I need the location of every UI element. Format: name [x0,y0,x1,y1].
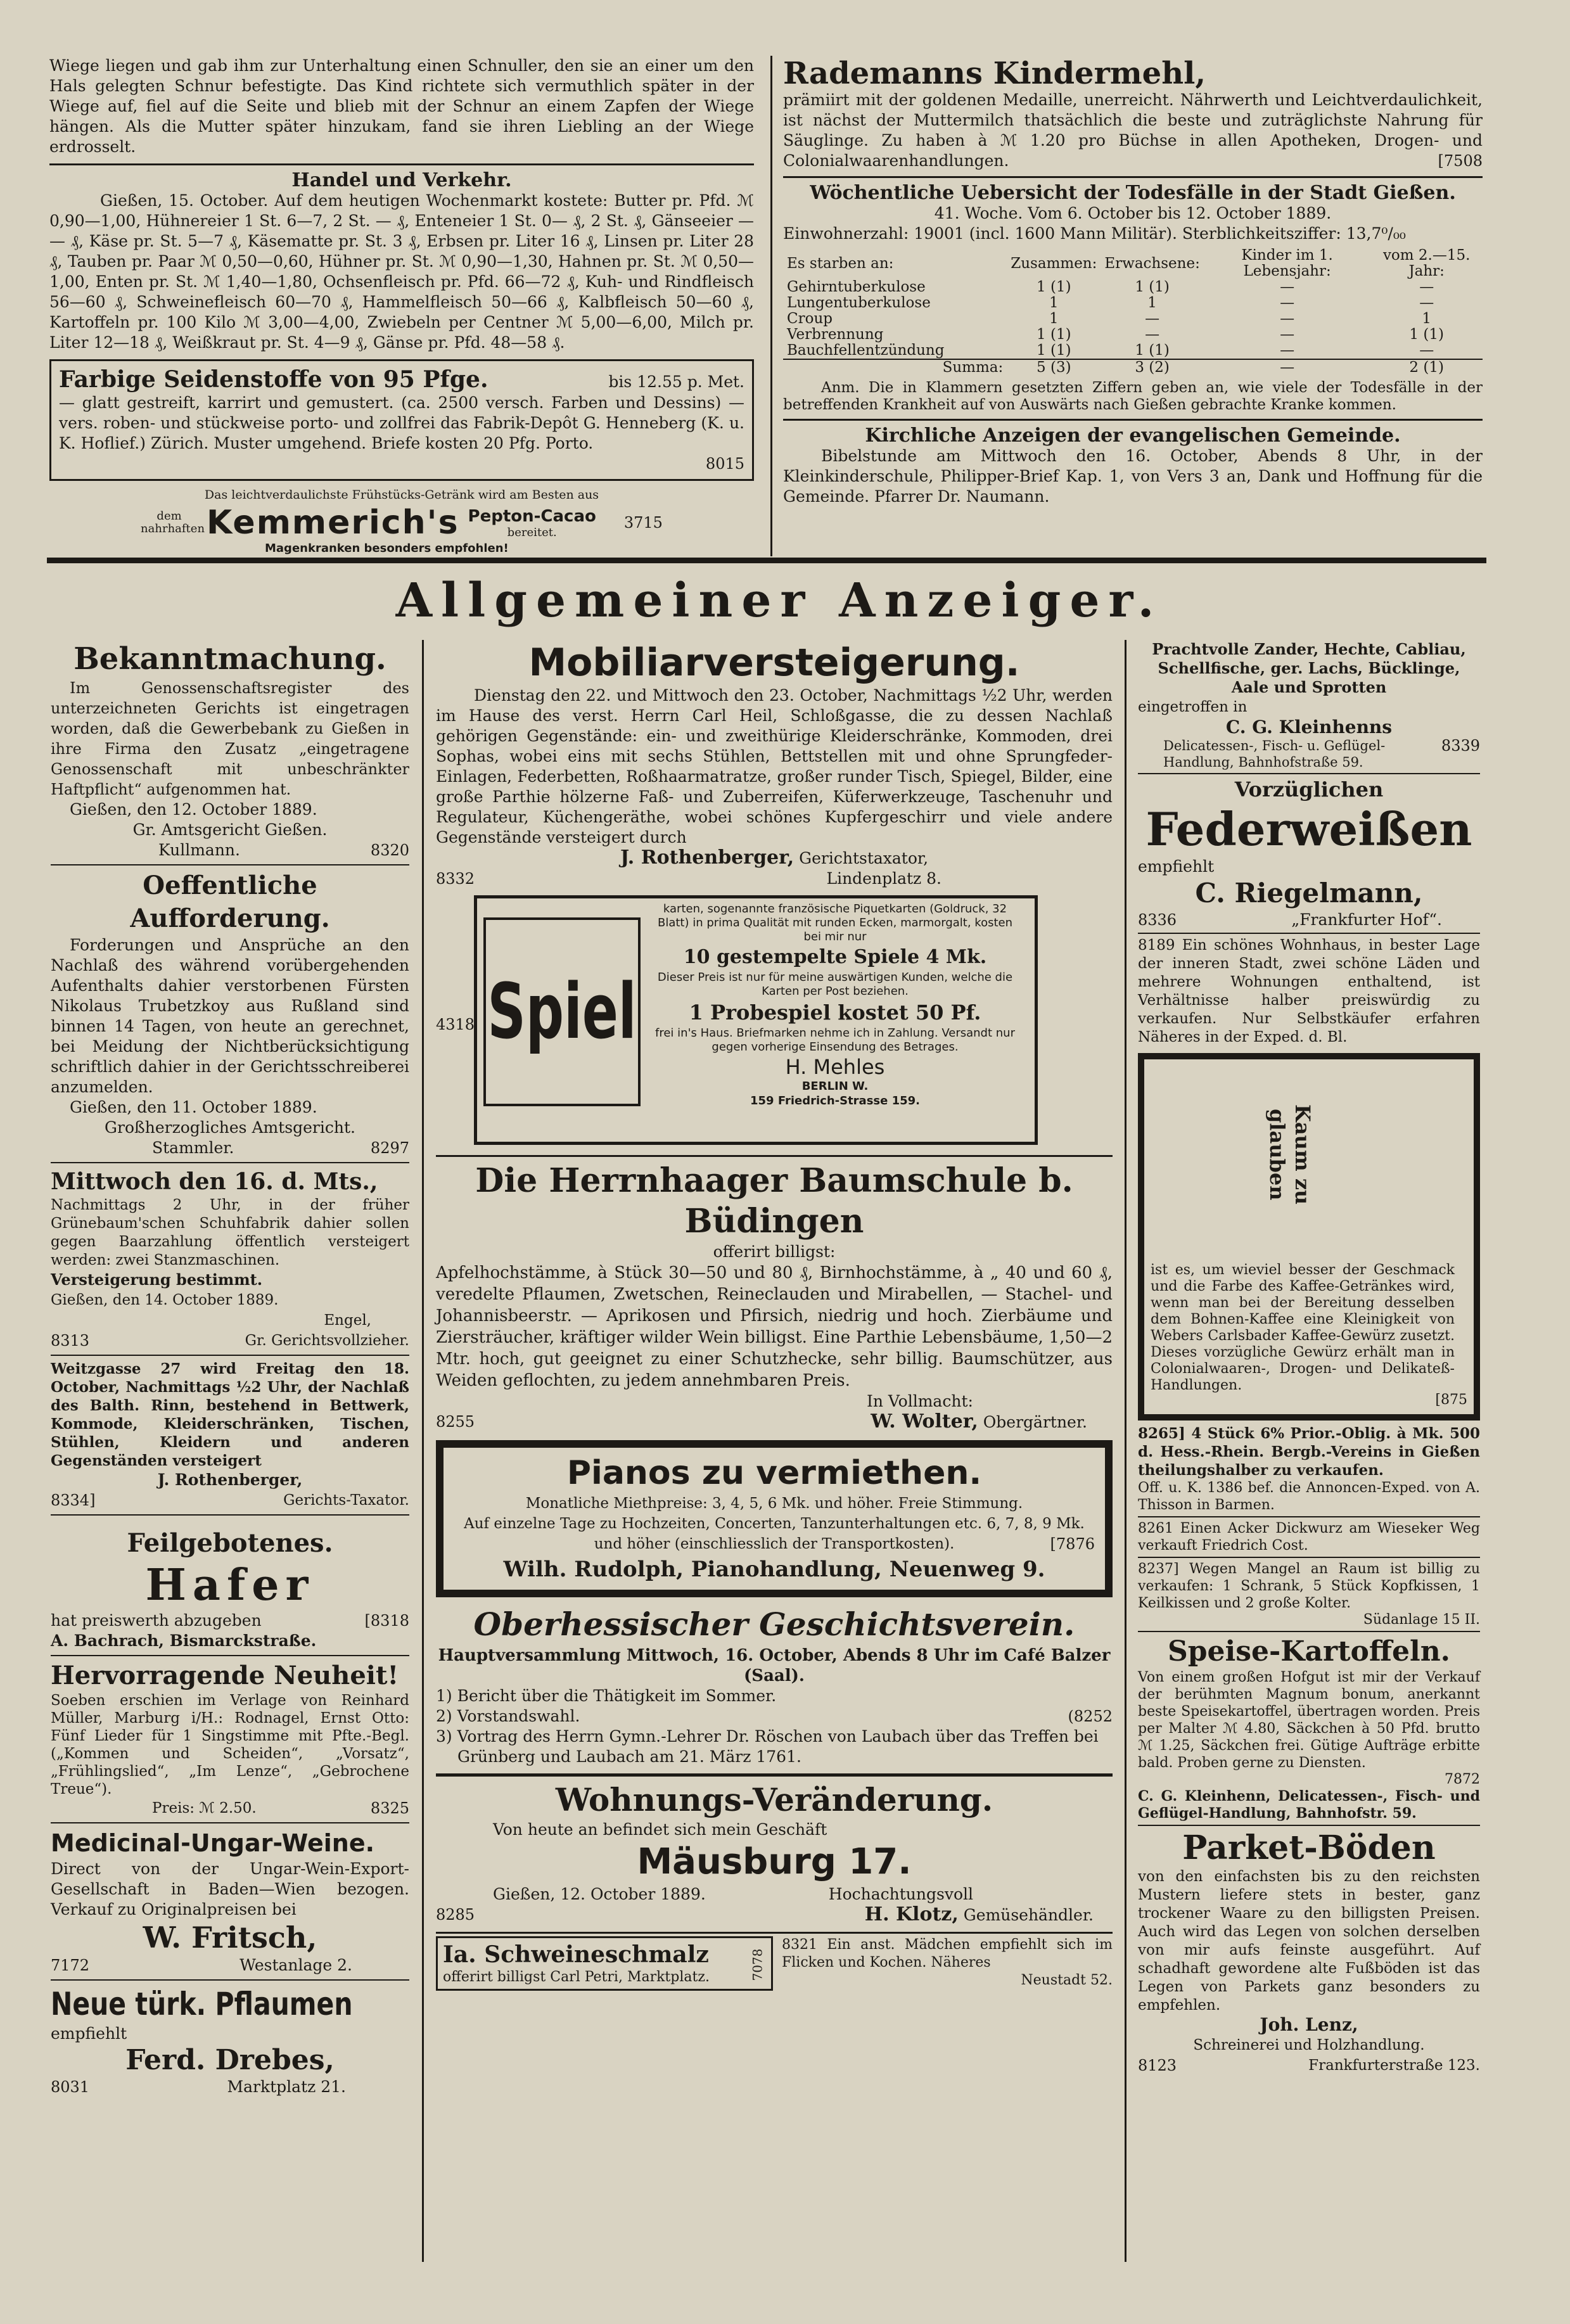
right-column [1138,640,1480,2076]
table-cell: Verbrennung [787,326,884,343]
feder-name: C. Riegelmann, [1195,878,1423,909]
market-heading: Handel und Verkehr. [291,169,512,191]
pflau-address: Marktplatz 21. [227,2078,346,2096]
silk-ad [49,359,754,481]
baum-text: Apfelhochstämme, à Stück 30—50 und 80 ₰, Birnhochstämme, à „ 40 und 60 ₰, veredelte Pflaumen, Zwetschen, Reineclauden und Mirabellen, — Stachel- und Johannisbeerstr. — Aprikosen und Pfirsich, niedrig und hoch. Zierbäume und Ziersträucher, kräftiger wilder Wein billigst. Eine Parthie Lebensbäume, 1,50—2 Mtr. hoch, gut geeignet zu einer Schutzhecke, sehr billig. Baumschützer, aus Weiden geflochten, zu jedem annehmbaren Preis. [436,1263,1113,1390]
table-cell: 1 (1) [1037,326,1071,343]
baum-name: W. Wolter, [871,1410,978,1433]
kart-number: 7872 [1445,1772,1480,1787]
divider [1138,933,1480,934]
schmalz-number: 7078 [750,1948,765,1981]
table-row [783,295,1483,311]
verein-heading: Oberhessischer Geschichtsverein. [473,1606,1075,1643]
deaths-heading: Wöchentliche Uebersicht der Todesfälle in der Stadt Gießen. [810,182,1456,204]
neu-price: Preis: ℳ 2.50. [152,1800,257,1816]
wein-text: Direct von der Ungar-Wein-Export-Gesellschaft in Baden—Wien bezogen. Verkauf zu Originalpreisen bei [51,1860,409,1919]
kemmerich-pre: dem nahrhaften [141,509,205,535]
weitz-text: Weitzgasse 27 wird Freitag den 18. October, Nachmittags ½2 Uhr, der Nachlaß des Balth. Rinn, bestehend in Bettwerk, Kommode, Kleiderschränken, Tischen, Stühlen, Kleidern und anderen Gegenständen versteigert [51,1360,409,1469]
mob-name: J. Rothenberger, [620,846,795,869]
kemmerich-product: Pepton-Cacao [468,506,596,526]
divider [783,419,1483,421]
column-header: Es starben an: [787,255,894,272]
pflau-recommend: empfiehlt [51,2024,127,2043]
column-divider [1125,640,1126,2262]
parkett-text: von den einfachsten bis zu den reichsten Mustern liefere stets in bester, ganz trockener Waare zu den billigsten Preisen. Auch wird das Legen von solchen derselben von mir aufs feinste ausgeführt. Auf schadhaft gewordene alte Fußböden ist das Legen von Parkets ganz besonders zu empfehlen. [1138,1868,1480,2014]
mob-number: 8332 [436,870,475,888]
auff-heading: Oeffentliche Aufforderung. [130,871,330,933]
mob-text: Dienstag den 22. und Mittwoch den 23. October, Nachmittags ½2 Uhr, werden im Hause des verst. Herrn Carl Heil, Schloßgasse, die zu dessen Nachlaß gehörigen Gegenstände: ein- und zweithürige Kleiderschränke, Kommoden, drei Sophas, wobei eins mit sechs Stühlen, Bettstellen mit und ohne Sprungfeder-Einlagen, Federbetten, Roßhaarmatratze, großer runder Tisch, Spiegel, Bilder, eine große Parthie hölzerne Faß- und Zuberreifen, Küferwerkzeuge, Taschenuhr und Regulateur, Küchengeräthe, wobei schönes Kupfergeschirr und viele andere Gegenstände versteigert durch [436,686,1113,846]
spiel-ad [436,895,1113,1155]
weitz-number: 8334] [51,1491,96,1509]
rademann-heading: Rademanns Kindermehl, [783,56,1206,91]
table-cell: 2 (1) [1409,359,1444,376]
maedchen-address: Neustadt 52. [1021,1972,1113,1988]
divider [783,176,1483,178]
divider [1138,773,1480,774]
table-cell: 1 [1422,310,1431,327]
spiel-text-1: karten, sogenannte französische Piquetkarten (Goldruck, 32 Blatt) in prima Qualität mit runden Ecken, marmorgalt, kosten bei mir nur [657,902,1013,943]
kemmerich-ad [49,487,754,557]
parkett-heading: Parket-Böden [1182,1829,1436,1867]
kart-heading: Speise-Kartoffeln. [1167,1635,1450,1668]
weitz-role: Gerichts-Taxator. [283,1492,409,1509]
verein-item: 2) Vorstandswahl. [436,1707,580,1725]
feil-heading: Feilgebotenes. [127,1528,333,1558]
divider [51,1655,409,1656]
hafer-text: hat preiswerth abzugeben [51,1611,262,1630]
bek-number: 8320 [370,841,409,859]
divider [51,1514,409,1516]
church-heading: Kirchliche Anzeigen der evangelischen Gemeinde. [865,425,1401,447]
raum-text: 8237] Wegen Mangel an Raum ist billig zu verkaufen: 1 Schrank, 5 Stück Kopfkissen, 1 Keilkissen und 2 große Kolter. [1138,1561,1480,1611]
baum-number: 8255 [436,1413,475,1431]
schmalz-ad [436,1936,773,1991]
baum-role: Obergärtner. [983,1413,1087,1431]
baum-sign: In Vollmacht: [867,1392,973,1410]
pianos-text-1: Monatliche Miethpreise: 3, 4, 5, 6 Mk. und höher. Freie Stimmung. [525,1495,1023,1512]
kart-text: Von einem großen Hofgut ist mir der Verkauf der berühmten Magnum bonum, anerkannt beste Speisekartoffel, übertragen worden. Preis per Malter ℳ 4.80, Säckchen à 50 Pfd. brutto ℳ 1.25, Säckchen frei. Gütige Aufträge erbitte bald. Proben gerne zu Diensten. [1138,1670,1480,1771]
feder-pre: Vorzüglichen [1234,777,1384,801]
mob-address: Lindenplatz 8. [826,869,941,888]
prior-sub: Off. u. K. 1386 bef. die Annoncen-Exped. von A. Thisson in Barmen. [1138,1480,1480,1513]
kemmerich-prepared: bereitet. [507,525,557,539]
wohn-heading: Wohnungs-Veränderung. [555,1781,993,1818]
divider [51,1162,409,1163]
deaths-population: Einwohnerzahl: 19001 (incl. 1600 Mann Militär). Sterblichkeitsziffer: 13,7⁰/₀₀ [783,224,1406,243]
spiel-text-3: frei in's Haus. Briefmarken nehme ich in Zahlung. Versandt nur gegen vorherige Einsendung des Betrages. [655,1026,1015,1054]
wies-text: 8261 Einen Acker Dickwurz am Wieseker Weg verkauft Friedrich Cost. [1138,1521,1480,1554]
spiel-content [648,902,1022,1109]
table-cell: Bauchfellentzündung [787,342,945,359]
column-divider [770,56,772,556]
table-cell: 1 (1) [1037,342,1071,359]
feder-number: 8336 [1138,911,1177,929]
fisch-arrived: eingetroffen in [1138,699,1248,715]
masthead: Allgemeiner Anzeiger. [395,573,1163,628]
table-row [783,343,1483,359]
wohn-name: H. Klotz, [864,1903,959,1925]
bek-date: Gießen, den 12. October 1889. [70,800,317,819]
fisch-name: C. G. Kleinhenns [1225,717,1393,737]
neu-text: Soeben erschien im Verlage von Reinhard Müller, Marburg i/H.: Rodnagel, Ernst Otto: Fünf Lieder für 1 Singstimme mit Pfte.-Begl. („Kommen und Scheiden“, „Vorsatz“, „Frühlingslied“, „Im Lenze“, „Gebrochene Treue“). [51,1692,409,1797]
divider [51,1822,409,1823]
table-cell: — [1145,326,1160,343]
weitz-name: J. Rothenberger, [157,1471,303,1489]
auff-number: 8297 [370,1139,409,1157]
parkett-role: Schreinerei und Holzhandlung. [1193,2037,1425,2053]
feder-recommend: empfiehlt [1138,857,1215,876]
hafer-name: A. Bachrach, Bismarckstraße. [51,1631,317,1650]
table-cell: 1 (1) [1037,279,1071,295]
baum-heading: Die Herrnhaager Baumschule b. Büdingen [475,1161,1073,1241]
fisch-text: Prachtvolle Zander, Hechte, Cabliau, Schellfische, ger. Lachs, Bücklinge, Aale und Sprotten [1152,640,1466,696]
divider [436,1155,1113,1157]
column-header: Erwachsene: [1104,255,1200,272]
prior-text: 8265] 4 Stück 6% Prior.-Oblig. à Mk. 500 d. Hess.-Rhein. Bergb.-Vereins in Gießen theilungshalber zu verkaufen. [1138,1425,1480,1479]
market-report: Gießen, 15. October. Auf dem heutigen Wochenmarkt kostete: Butter pr. Pfd. ℳ 0,90—1,00, Hühnereier 1 St. 6—7, 2 St. — ₰, Enteneier 1 St. 0— ₰, 2 St. ₰, Gänseeier — — ₰, Käse pr. St. 5—7 ₰, Käsematte pr. St. 3 ₰, Erbsen pr. Liter 16 ₰, Linsen pr. Liter 28 ₰, Tauben pr. Paar ℳ 0,50—0,60, Hühner pr. St. ℳ 0,90—1,30, Hahnen pr. St. ℳ 0,50—1,00, Enten pr. St. ℳ 1,40—1,80, Ochsenfleisch pr. Pfd. 66—72 ₰, Kuh- und Rindfleisch 56—60 ₰, Schweinefleisch 60—70 ₰, Hammelfleisch 50—66 ₰, Kalbfleisch 50—60 ₰, Kartoffeln pr. 100 Kilo ℳ 3,00—4,00, Zwiebeln per Centner ℳ 5,00—6,00, Milch pr. Liter 12—18 ₰, Weißkraut pr. St. 4—9 ₰, Gänse pr. Pfd. 48—58 ₰. [49,191,754,352]
table-cell: 1 [1049,295,1059,311]
wohn-number: 8285 [436,1906,475,1924]
wohn-role: Gemüsehändler. [963,1906,1094,1924]
wein-number: 7172 [51,1957,90,1974]
table-cell: 1 [1049,310,1059,327]
neu-number: 8325 [370,1799,409,1817]
spiel-number: 4318 [436,1016,475,1033]
fisch-number: 8339 [1441,737,1480,755]
divider [49,163,754,165]
table-cell: — [1280,326,1295,343]
silk-heading: Farbige Seidenstoffe von 95 Pfge. [59,366,488,393]
kemmerich-number: 3715 [623,514,663,532]
table-row [783,327,1483,343]
table-row [783,279,1483,295]
deaths-note: Anm. Die in Klammern gesetzten Ziffern geben an, wie viele der Todesfälle in der betreffenden Krankheit auf von Auswärts nach Gießen gebrachte Kranke kommen. [783,380,1483,413]
spiel-address: 159 Friedrich-Strasse 159. [750,1094,921,1108]
table-cell: Summa: [942,359,1004,376]
spiel-city: BERLIN W. [801,1080,869,1093]
kemmerich-sub: Magenkranken besonders empfohlen! [265,542,509,555]
auff-text: Forderungen und Ansprüche an den Nachlaß des während vorübergehenden Aufenthalts dahier verstorbenen Fürsten Nikolaus Trubetzkoy aus Rußland sind binnen 14 Tagen, von heute an gerechnet, bei Meidung der Nichtberücksichtigung schriftlich dahier in der Gerichtsschreiberei anzumelden. [51,936,409,1096]
column-header: Kinder im 1. Lebensjahr: [1241,247,1333,279]
middle-column [436,640,1113,1991]
auff-date: Gießen, den 11. October 1889. [70,1098,317,1116]
verein-item: 3) Vortrag des Herrn Gymn.-Lehrer Dr. Röschen von Laubach über das Treffen bei Grünberg und Laubach am 21. März 1761. [436,1727,1099,1766]
mitt-text: Nachmittags 2 Uhr, in der früher Grünebaum'schen Schuhfabrik dahier sollen gegen Baarzahlung öffentlich versteigert werden: zwei Stanzmaschinen. [51,1197,409,1268]
kaum-vertical: Kaum zu glauben [1265,1104,1315,1205]
mitt-sure: Versteigerung bestimmt. [51,1270,263,1289]
column-header: Zusammen: [1011,255,1097,272]
silk-price: bis 12.55 p. Met. [608,373,744,391]
kemmerich-intro: Das leichtverdaulichste Frühstücks-Getränk wird am Besten aus [204,488,599,502]
mitt-name: Engel, [324,1312,371,1329]
top-left-block [49,56,754,557]
spiel-box [483,917,641,1106]
table-cell: Lungentuberkulose [787,295,931,311]
table-cell: 1 (1) [1135,279,1170,295]
table-header-row [783,248,1483,279]
spiel-word: Spiel [487,967,637,1056]
table-cell: Croup [787,310,833,327]
table-cell: 3 (2) [1135,359,1170,376]
wein-heading: Medicinal-Ungar-Weine. [51,1829,375,1857]
table-cell: 1 [1147,295,1157,311]
kemmerich-name: Kemmerich's [207,504,459,542]
wein-address: Westanlage 2. [239,1956,352,1974]
verein-item: 1) Bericht über die Thätigkeit im Sommer. [436,1687,777,1705]
divider [1138,1516,1480,1517]
table-cell: 1 (1) [1409,326,1444,343]
pflau-number: 8031 [51,2078,90,2096]
kaum-number: [875 [1435,1392,1467,1408]
table-sum-row [783,359,1483,376]
feder-address: „Frankfurter Hof“. [1291,910,1442,929]
rademann-text: prämiirt mit der goldenen Medaille, unerreicht. Nährwerth und Leichtverdaulichkeit, ist nächst der Muttermilch thatsächlich die beste und zuträglichste Nahrung für Säuglinge. Zu haben à ℳ 1.20 pro Büchse in allen Apotheken, Drogen- und Colonialwaarenhandlungen. [783,91,1483,170]
mitt-date: Gießen, den 14. October 1889. [51,1292,279,1308]
pflau-name: Ferd. Drebes, [125,2044,335,2076]
auff-name: Stammler. [152,1139,234,1157]
pianos-text-2: Auf einzelne Tage zu Hochzeiten, Concerten, Tanzunterhaltungen etc. 6, 7, 8, 9 Mk. und höher (einschliesslich der Transportkosten). [464,1516,1085,1552]
mob-heading: Mobiliarversteigerung. [528,641,1020,685]
mitt-number: 8313 [51,1332,90,1350]
pianos-number: [7876 [1050,1535,1095,1553]
divider [1138,1825,1480,1826]
fisch-sub: Delicatessen-, Fisch- u. Geflügel-Handlung, Bahnhofstraße 59. [1163,738,1386,770]
divider [1138,1631,1480,1632]
pflau-heading: Neue türk. Pflaumen [51,1986,353,2022]
table-cell: — [1280,342,1295,359]
bottom-ads [436,1932,1113,1991]
wohn-address: Mäusburg 17. [637,1841,912,1882]
mitt-heading: Mittwoch den 16. d. Mts., [51,1168,378,1195]
table-cell: 5 (3) [1037,359,1071,376]
news-story: Wiege liegen und gab ihm zur Unterhaltung einen Schnuller, den sie an einer um den Hals gelegten Schnur befestigte. Das Kind richtete sich vermuthlich später in der Wiege auf, fiel auf die Seite und blieb mit der Schnur an einem Zapfen der Wiege hängen. Als die Mutter später hinzukam, fand sie ihren Liebling an der Wiege erdrosselt. [49,56,754,156]
deaths-week: 41. Woche. Vom 6. October bis 12. October 1889. [934,204,1332,222]
table-cell: — [1419,295,1434,311]
section-rule [47,558,1486,563]
bek-text: Im Genossenschaftsregister des unterzeichneten Gerichts ist eingetragen worden, daß die Gewerbebank zu Gießen in ihre Firma den Zusatz „eingetragene Genossenschaft mit unbeschränkter Haftpflicht“ aufgenommen hat. [51,679,409,798]
mitt-role: Gr. Gerichtsvollzieher. [245,1332,409,1349]
spiel-offer-1: 10 gestempelte Spiele 4 Mk. [683,946,987,968]
church-text: Bibelstunde am Mittwoch den 16. October, Abends 8 Uhr, in der Kleinkinderschule, Philipper-Brief Kap. 1, von Vers 3 an, Dank und Hoffnung für die Gemeinde. Pfarrer Dr. Naumann. [783,447,1483,506]
bek-court: Gr. Amtsgericht Gießen. [132,820,328,839]
hafer-number: [8318 [364,1612,409,1630]
verein-number: (8252 [1068,1708,1113,1725]
parkett-number: 8123 [1138,2057,1177,2074]
spiel-name: H. Mehles [785,1055,885,1079]
table-cell: — [1280,359,1295,376]
wohn-sign: Hochachtungsvoll [828,1885,973,1903]
baum-offer: offerirt billigst: [713,1242,836,1261]
divider [436,1773,1113,1777]
parkett-name: Joh. Lenz, [1260,2014,1358,2035]
divider [51,864,409,865]
table-cell: 1 (1) [1135,342,1170,359]
raum-address: Südanlage 15 II. [1363,1612,1480,1628]
table-cell: — [1280,279,1295,295]
column-divider [422,640,424,2262]
neu-heading: Hervorragende Neuheit! [51,1661,399,1690]
kaum-ad [1138,1053,1480,1421]
pianos-ad [436,1440,1113,1597]
spiel-text-2: Dieser Preis ist nur für meine auswärtigen Kunden, welche die Karten per Post beziehen. [657,971,1013,998]
kaum-text: ist es, um wieviel besser der Geschmack und die Farbe des Kaffee-Getränkes wird, wenn man bei der Bereitung desselben dem Bohnen-Kaffee eine Kleinigkeit von Webers Carlsbader Kaffee-Gewürz zusetzt. Dieses vorzügliche Gewürz erhält man in Colonialwaaren-, Drogen- und Delikateß-Handlungen. [1151,1262,1455,1393]
rademann-number: [7508 [1438,152,1483,170]
spiel-offer-2: 1 Probespiel kostet 50 Pf. [689,1000,981,1025]
deaths-table [783,248,1483,376]
table-cell: — [1419,342,1434,359]
verein-text: Hauptversammlung Mittwoch, 16. October, Abends 8 Uhr im Café Balzer (Saal). [438,1646,1111,1685]
haus-text: 8189 Ein schönes Wohnhaus, in bester Lage der inneren Stadt, zwei schöne Läden und mehrere Wohnungen enthaltend, ist Verhältnisse halber preiswürdig zu verkaufen. Nur Selbstkäufer erfahren Näheres in der Exped. d. Bl. [1138,937,1480,1045]
table-row [783,311,1483,327]
table-cell: — [1280,295,1295,311]
parkett-address: Frankfurterstraße 123. [1308,2057,1480,2074]
wein-name: W. Fritsch, [143,1920,317,1955]
table-cell: — [1145,310,1160,327]
pianos-heading: Pianos zu vermiethen. [566,1454,982,1492]
spiel-frame [474,895,1038,1145]
table-cell: Gehirntuberkulose [787,279,926,295]
divider [1138,1557,1480,1558]
feder-heading: Federweißen [1146,802,1472,856]
auff-court: Großherzogliches Amtsgericht. [105,1118,355,1137]
maedchen-text: 8321 Ein anst. Mädchen empfiehlt sich im Flicken und Kochen. Näheres [782,1937,1113,1970]
table-cell: — [1280,310,1295,327]
mob-role: Gerichtstaxator, [799,849,929,867]
column-header: vom 2.—15. Jahr: [1382,247,1471,279]
pianos-name: Wilh. Rudolph, Pianohandlung, Neuenweg 9. [503,1557,1045,1582]
schmalz-text: offerirt billigst Carl Petri, Marktplatz. [443,1969,710,1985]
bek-heading: Bekanntmachung. [73,641,386,677]
divider [51,1355,409,1356]
wohn-date: Gießen, 12. October 1889. [493,1885,706,1903]
top-right-block [783,56,1483,507]
bek-name: Kullmann. [158,841,240,859]
kart-name: C. G. Kleinhenn, Delicatessen-, Fisch- und Geflügel-Handlung, Bahnhofstr. 59. [1138,1788,1480,1822]
wohn-text: Von heute an befindet sich mein Geschäft [493,1820,827,1839]
table-cell: — [1419,279,1434,295]
left-column [51,640,409,2097]
silk-text: — glatt gestreift, karrirt und gemustert. (ca. 2500 versch. Farben und Dessins) — vers. roben- und stückweise porto- und zollfrei das Fabrik-Depôt G. Henneberg (K. u. K. Hoflief.) Zürich. Muster umgehend. Briefe kosten 20 Pfg. Porto. [59,393,744,452]
schmalz-heading: Ia. Schweineschmalz [443,1941,709,1968]
hafer-heading: Hafer [145,1560,315,1611]
silk-number: 8015 [705,455,744,473]
maedchen-ad [773,1936,1113,1991]
divider [51,1979,409,1981]
